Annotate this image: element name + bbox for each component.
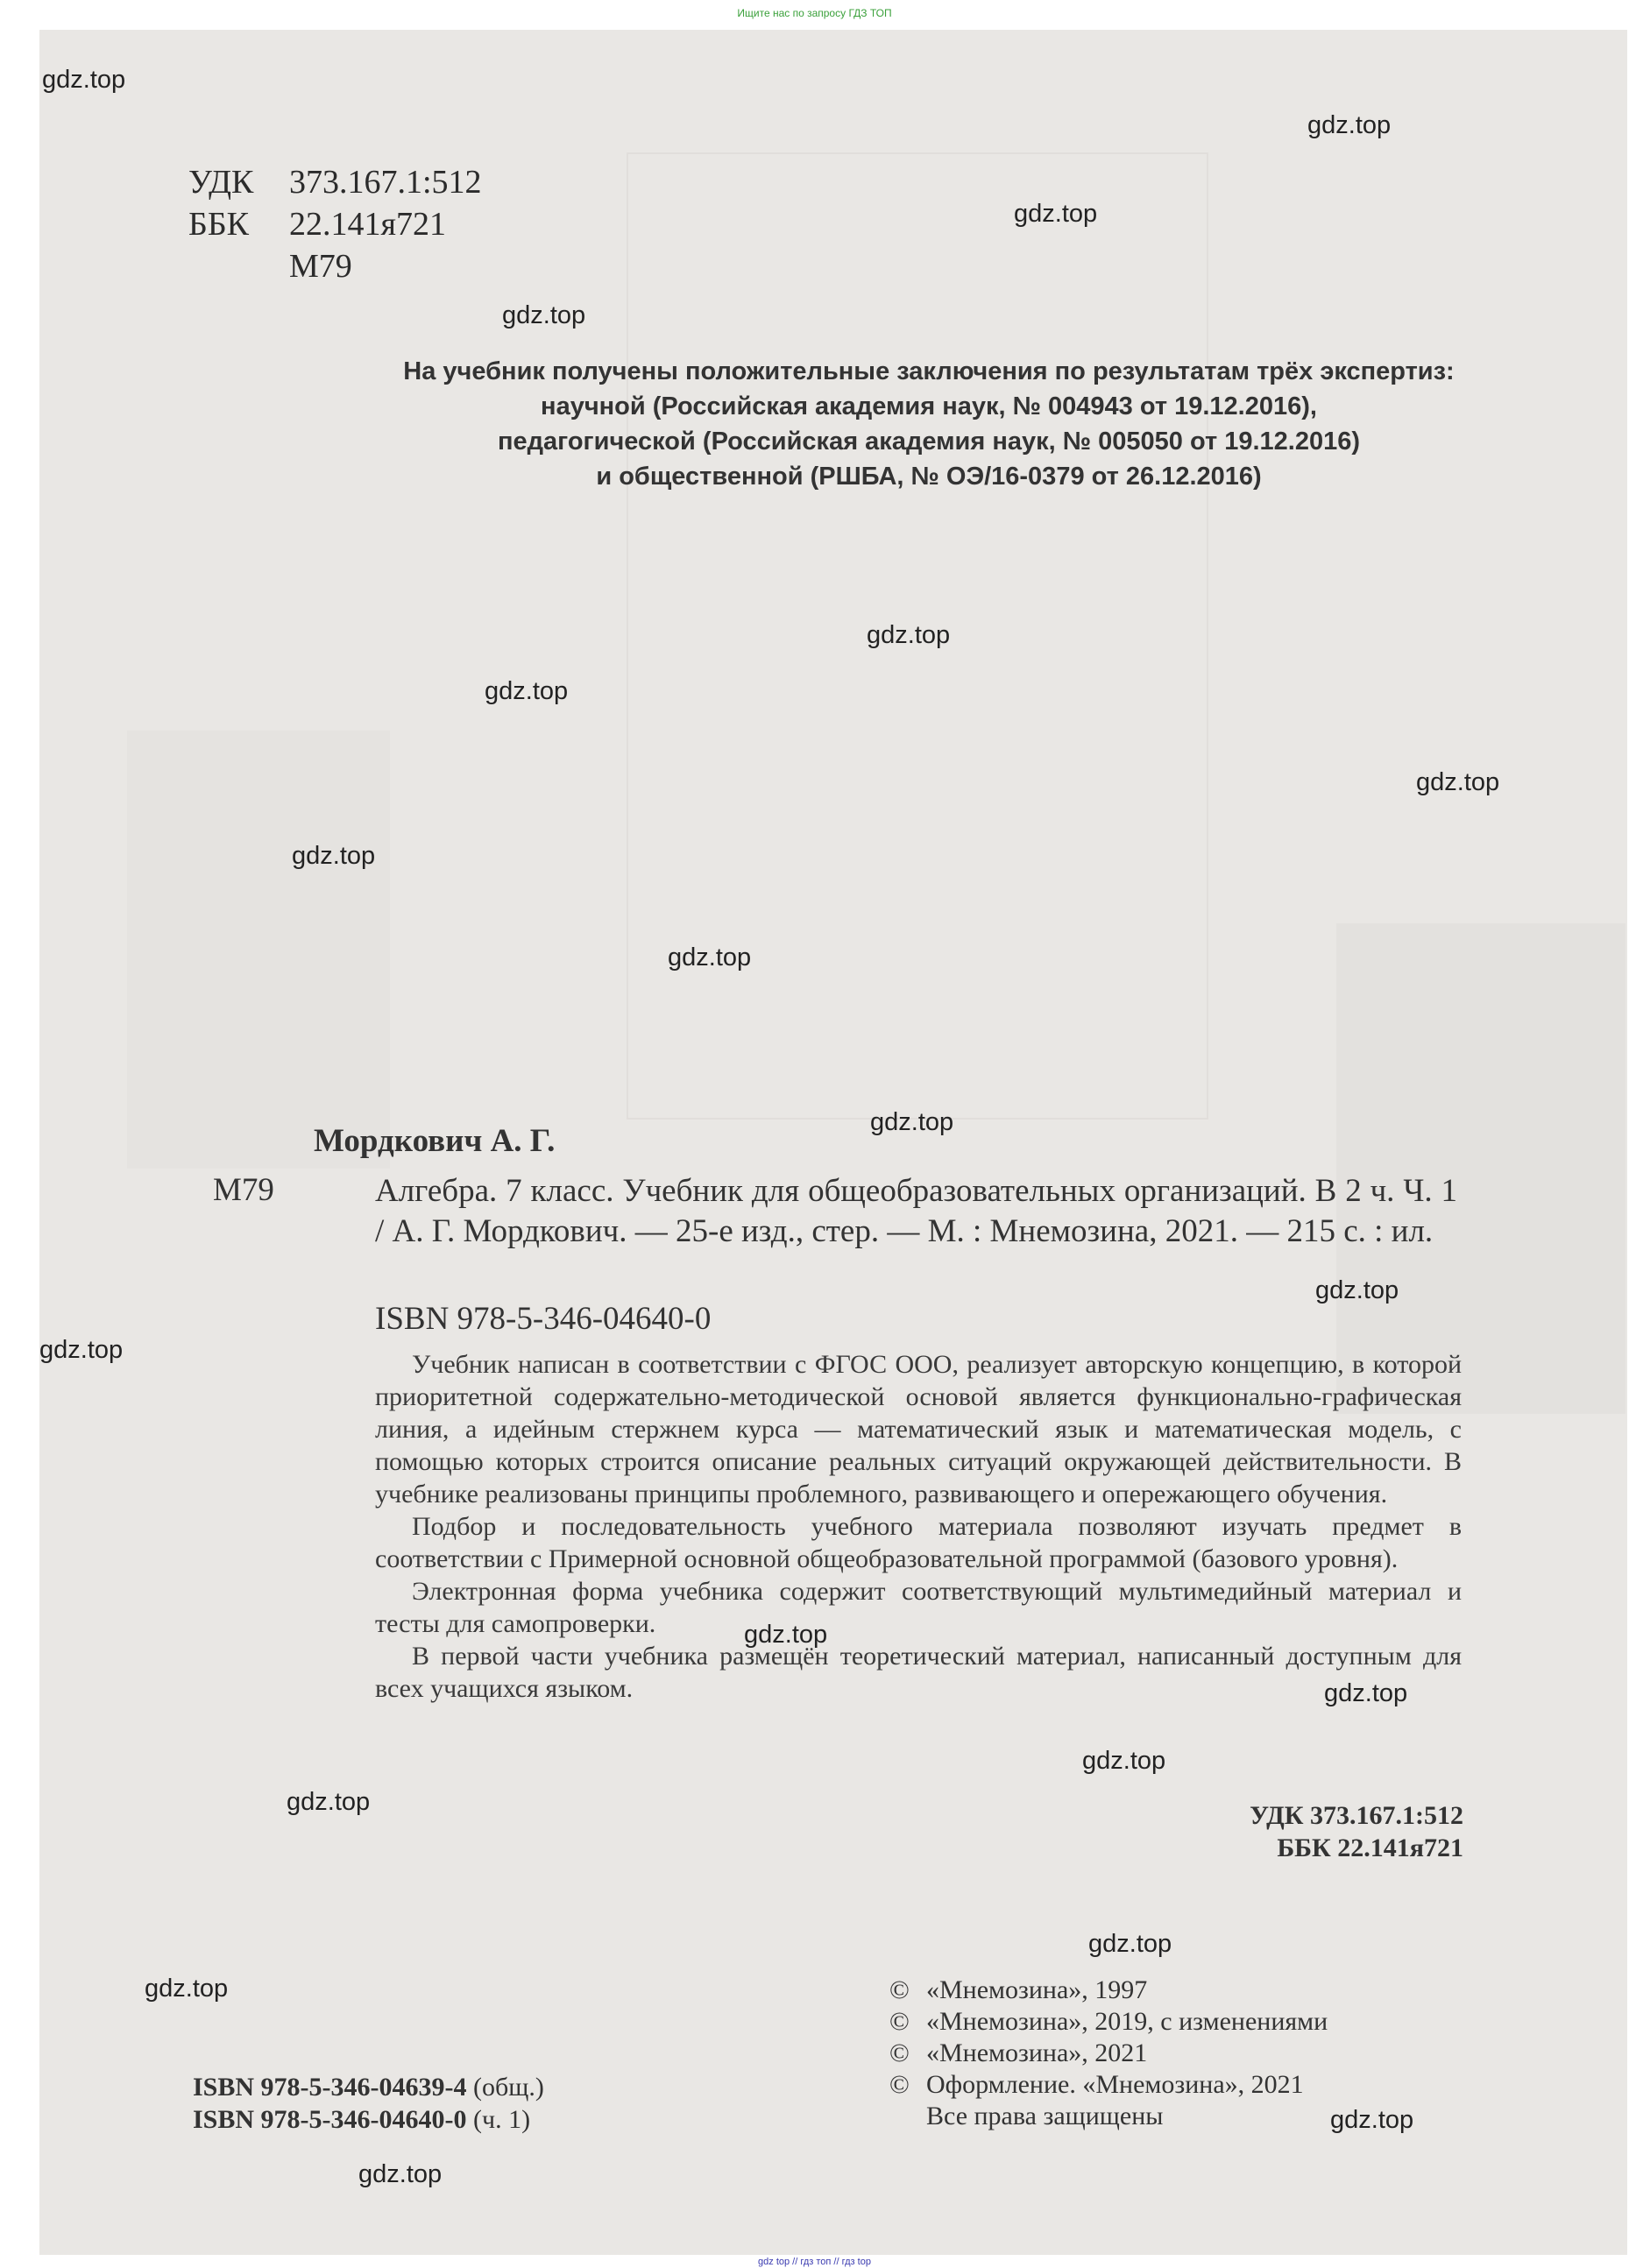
classification-codes <box>188 161 482 287</box>
expertise-notice <box>241 354 1617 494</box>
bbk-code: 22.141я721 <box>289 206 446 243</box>
watermark: gdz.top <box>1416 768 1500 796</box>
footer-links[interactable]: gdz top // гдз топ // гдз top <box>758 2257 871 2267</box>
rights-reserved: Все права защищены <box>926 2102 1164 2130</box>
expertise-line: На учебник получены положительные заключения по результатам трёх экспертиз: <box>403 357 1455 385</box>
classification-codes-right <box>1117 1799 1463 1864</box>
copyright-symbol: © <box>889 1975 910 2004</box>
bbk-label: ББК <box>188 206 249 243</box>
watermark: gdz.top <box>1014 200 1098 228</box>
abstract-paragraph: В первой части учебника размещён теоретический материал, написанный доступным для всех учащихся языком. <box>375 1642 1462 1703</box>
watermark: gdz.top <box>358 2160 443 2188</box>
udk-label: УДК <box>188 164 254 201</box>
isbn-note: (ч. 1) <box>473 2105 531 2134</box>
background-graphic <box>127 731 390 1169</box>
copyright-symbol: © <box>889 2007 910 2036</box>
bbk-code-right: ББК 22.141я721 <box>1277 1833 1463 1862</box>
copyright-symbol: © <box>889 2070 910 2099</box>
expertise-line: научной (Российская академия наук, № 004943 от 19.12.2016), <box>541 392 1317 420</box>
bibliography-code: М79 <box>213 1172 274 1208</box>
abstract-paragraph: Учебник написан в соответствии с ФГОС ООО, реализует авторскую концепцию, в которой приоритетной содержательно-методической основой является функционально-графическая линия, а идейным стержнем курса — математический язык и математическая модель, с помощью которых строится описание реальных ситуаций окружающей действительности. В учебнике реализованы принципы проблемного, развивающего и опережающего обучения. <box>375 1350 1462 1508</box>
abstract-paragraph: Электронная форма учебника содержит соответствующий мультимедийный материал и тесты для самопроверки. <box>375 1577 1462 1638</box>
copyright-line: «Мнемозина», 2019, с изменениями <box>926 2007 1328 2036</box>
watermark: gdz.top <box>42 66 126 94</box>
watermark: gdz.top <box>867 621 951 649</box>
watermark: gdz.top <box>744 1621 828 1649</box>
expertise-line: педагогической (Российская академия наук, № 005050 от 19.12.2016) <box>497 427 1361 456</box>
bibliographic-description: Алгебра. 7 класс. Учебник для общеобразовательных организаций. В 2 ч. Ч. 1 / А. Г. Мордкович. — 25-е изд., стер. — М. : Мнемозина, 2021. — 215 с. : ил. <box>375 1173 1457 1249</box>
isbn-list <box>193 2071 544 2136</box>
watermark: gdz.top <box>1324 1679 1408 1707</box>
abstract <box>375 1348 1462 1705</box>
scanned-page <box>39 30 1627 2255</box>
udk-code: 373.167.1:512 <box>289 164 482 201</box>
abstract-paragraph: Подбор и последовательность учебного материала позволяют изучать предмет в соответствии с Примерной основной общеобразовательной программой (базового уровня). <box>375 1512 1462 1573</box>
top-banner-link[interactable]: Ищите нас по запросу ГДЗ ТОП <box>737 7 892 19</box>
watermark: gdz.top <box>145 1975 229 2003</box>
top-banner <box>0 0 1629 28</box>
watermark: gdz.top <box>39 1336 124 1364</box>
watermark: gdz.top <box>292 842 376 870</box>
copyright-symbol: © <box>889 2038 910 2067</box>
udk-code-right: УДК 373.167.1:512 <box>1250 1801 1463 1830</box>
isbn-main: ISBN 978-5-346-04640-0 <box>375 1301 712 1337</box>
watermark: gdz.top <box>1315 1276 1399 1304</box>
watermark: gdz.top <box>1082 1747 1166 1775</box>
watermark: gdz.top <box>485 677 569 705</box>
watermark: gdz.top <box>1088 1930 1172 1958</box>
author-name: Мордкович А. Г. <box>314 1123 556 1159</box>
copyright-line: Оформление. «Мнемозина», 2021 <box>926 2070 1304 2099</box>
watermark: gdz.top <box>1330 2106 1414 2134</box>
expertise-line: и общественной (РШБА, № ОЭ/16-0379 от 26.12.2016) <box>596 463 1262 491</box>
author-code: М79 <box>289 248 352 285</box>
watermark: gdz.top <box>1307 111 1392 139</box>
copyright-line: «Мнемозина», 1997 <box>926 1975 1148 2004</box>
watermark: gdz.top <box>287 1788 371 1816</box>
watermark: gdz.top <box>502 301 586 329</box>
watermark: gdz.top <box>870 1108 954 1136</box>
copyright-line: «Мнемозина», 2021 <box>926 2038 1148 2067</box>
copyright-block <box>889 1975 1328 2132</box>
watermark: gdz.top <box>668 943 752 971</box>
isbn-number: ISBN 978-5-346-04639-4 <box>193 2073 467 2102</box>
isbn-number: ISBN 978-5-346-04640-0 <box>193 2105 467 2134</box>
isbn-note: (общ.) <box>473 2073 544 2102</box>
background-graphic <box>1336 923 1625 1414</box>
